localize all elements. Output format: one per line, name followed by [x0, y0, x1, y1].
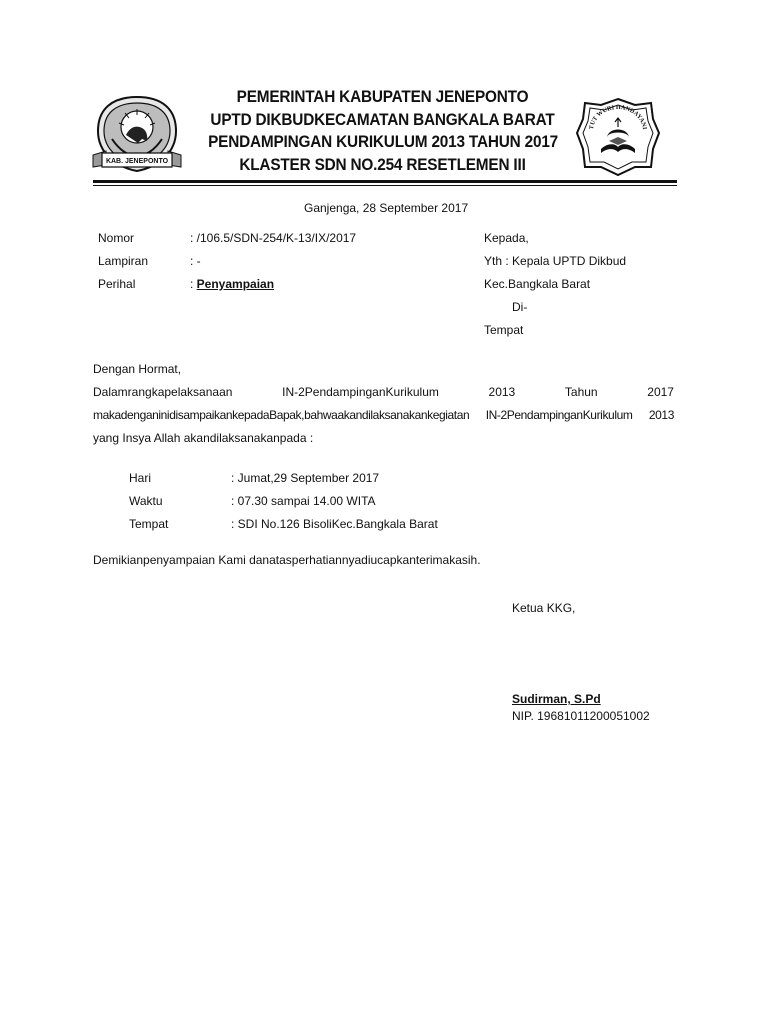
perihal-colon: : — [190, 277, 197, 291]
letterhead-rule-thin — [93, 185, 677, 186]
p1-word: IN-2PendampinganKurikulum — [282, 385, 439, 399]
recipient-line-5: Tempat — [484, 323, 524, 337]
perihal-value-row — [190, 277, 274, 291]
p1-word: 2013 — [488, 385, 516, 399]
tempat-label: Tempat — [129, 517, 169, 531]
lampiran-value: : - — [190, 254, 201, 268]
recipient-line-3: Kec.Bangkala Barat — [484, 277, 591, 291]
p1-word: Dalamrangkapelaksanaan — [93, 385, 233, 399]
p2-word: makadenganinidisampaikankepadaBapak,bahwaakandilaksanakankegiatan — [93, 408, 470, 422]
recipient-line-2: Yth : Kepala UPTD Dikbud — [484, 254, 627, 268]
letterhead-line-3: PENDAMPINGAN KURIKULUM 2013 TAHUN 2017 — [208, 133, 559, 151]
letterhead-line-1: PEMERINTAH KABUPATEN JENEPONTO — [236, 88, 529, 106]
tempat-value: : SDI No.126 BisoliKec.Bangkala Barat — [231, 517, 438, 531]
letter-date: Ganjenga, 28 September 2017 — [304, 201, 469, 215]
nomor-value: : /106.5/SDN-254/K-13/IX/2017 — [190, 231, 357, 245]
signature-position: Ketua KKG, — [512, 601, 576, 615]
body-paragraph-line-3: yang Insya Allah akandilaksanakanpada : — [93, 431, 314, 445]
p2-word: 2013 — [648, 408, 674, 422]
perihal-label: Perihal — [98, 277, 136, 291]
letterhead-rule-thick — [93, 180, 677, 183]
hari-value: : Jumat,29 September 2017 — [231, 471, 380, 485]
body-paragraph-line-2 — [93, 408, 674, 422]
letterhead-line-2: UPTD DIKBUDKECAMATAN BANGKALA BARAT — [210, 110, 555, 129]
salutation: Dengan Hormat, — [93, 362, 182, 376]
hari-label: Hari — [129, 471, 152, 485]
body-paragraph-line-1 — [93, 385, 674, 399]
signature-name: Sudirman, S.Pd — [512, 692, 601, 706]
nomor-label: Nomor — [98, 231, 135, 245]
p1-word: Tahun — [564, 385, 598, 399]
recipient-line-4: Di- — [512, 300, 528, 314]
waktu-label: Waktu — [129, 494, 163, 508]
recipient-line-1: Kepada, — [484, 231, 529, 245]
logo-left-text: KAB. JENEPONTO — [105, 158, 169, 165]
perihal-value: Penyampaian — [196, 277, 275, 291]
letterhead — [195, 86, 570, 176]
p1-word: 2017 — [647, 385, 674, 399]
lampiran-label: Lampiran — [98, 254, 149, 268]
signature-nip: NIP. 19681011200051002 — [512, 709, 650, 723]
letterhead-line-4: KLASTER SDN NO.254 RESETLEMEN III — [239, 155, 526, 174]
logo-right-text: TUT WURI HANDAYANI — [588, 103, 648, 131]
closing-sentence: Demikianpenyampaian Kami danatasperhatiannyadiucapkanterimakasih. — [93, 553, 481, 567]
p2-word: IN-2PendampinganKurikulum — [485, 408, 633, 422]
jeneponto-emblem-logo — [92, 95, 182, 177]
waktu-value: : 07.30 sampai 14.00 WITA — [231, 494, 376, 508]
tut-wuri-handayani-logo — [575, 97, 661, 177]
